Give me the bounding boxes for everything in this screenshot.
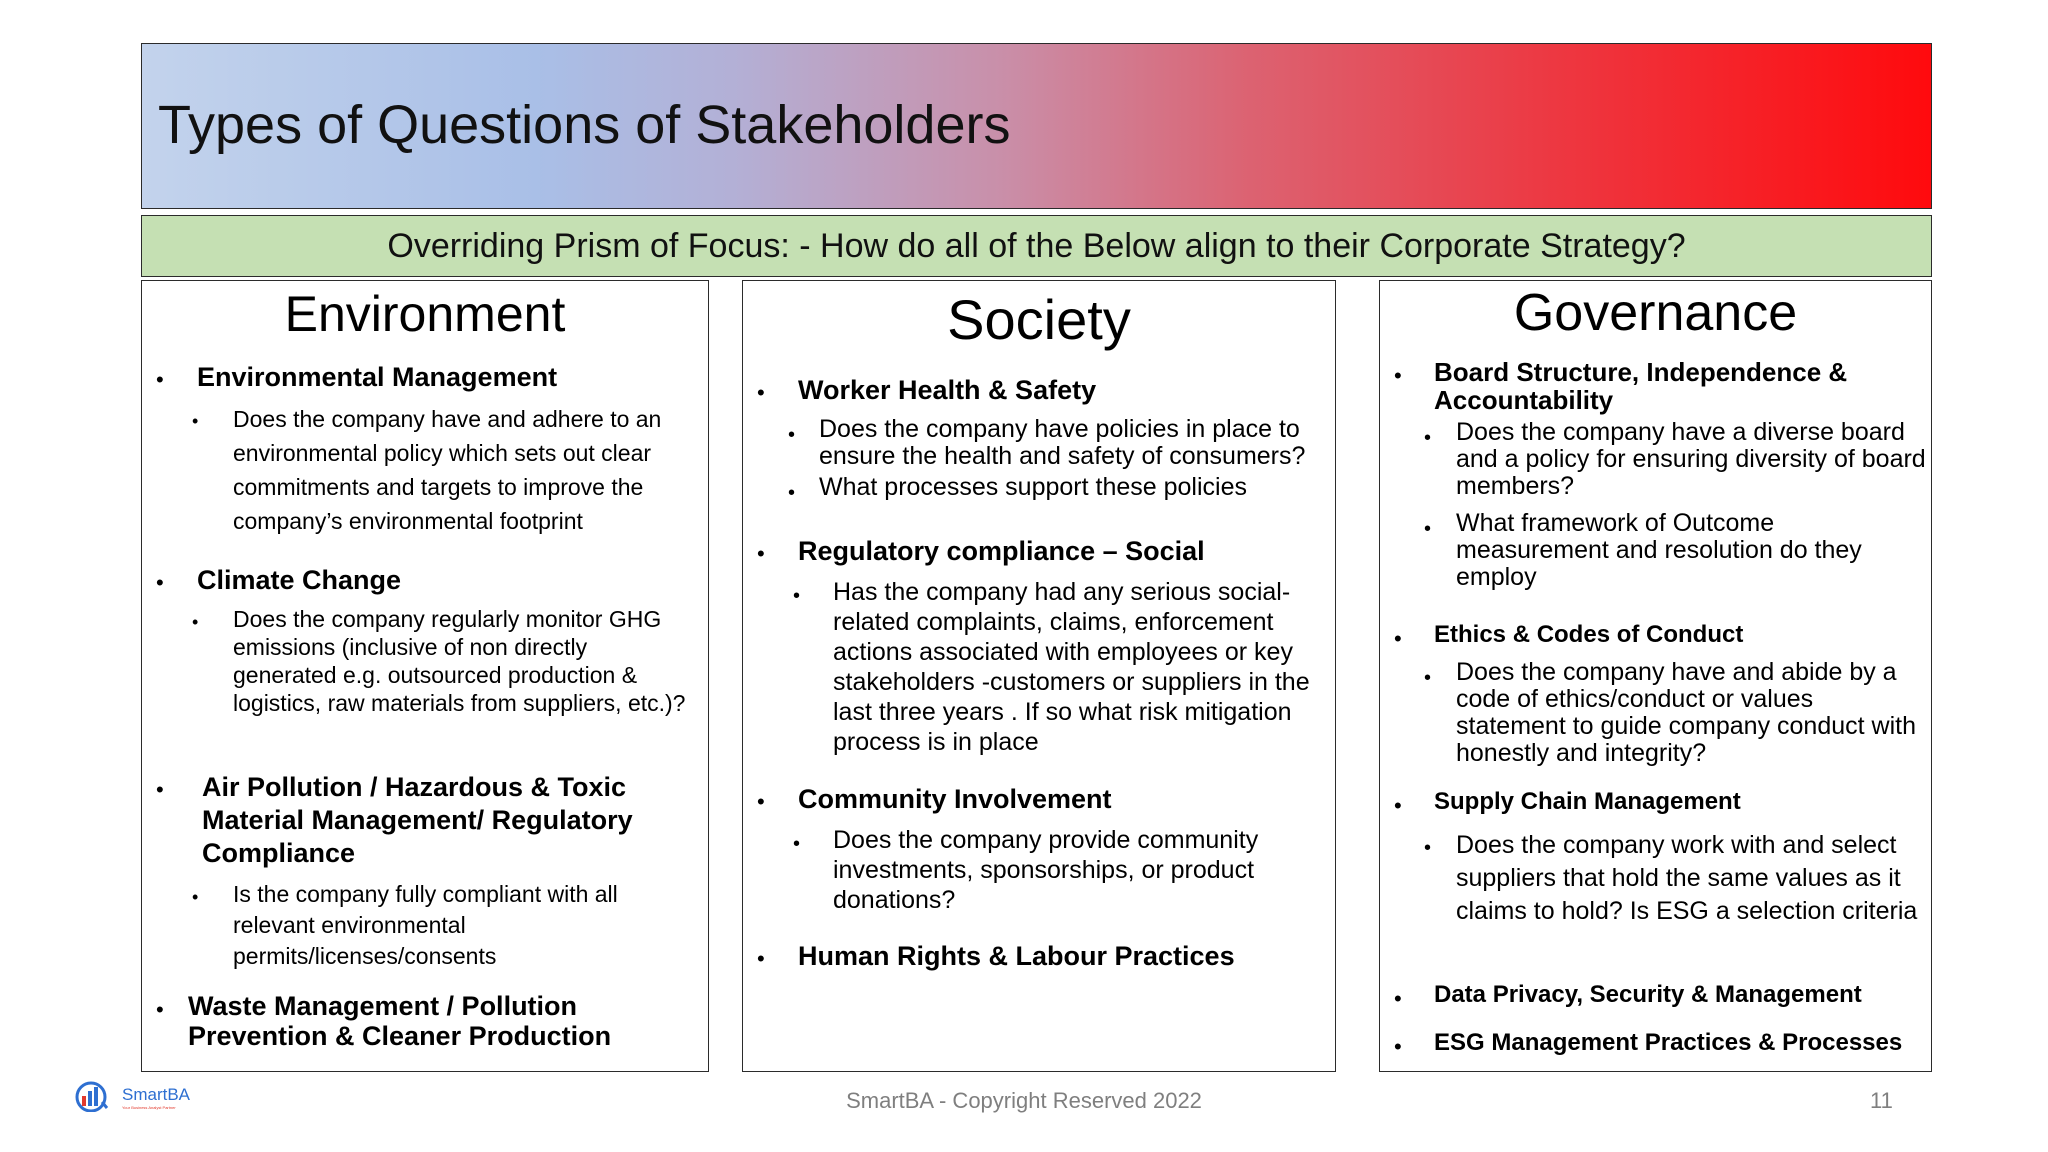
bullet-icon: • <box>757 541 765 566</box>
gov-question-outcome-framework: What framework of Outcome measurement and resolution do they employ <box>1456 509 1862 591</box>
gov-question-code-of-ethics: Does the company have and abide by a code of ethics/conduct or values statement to guide company conduct with honestly and integrity? <box>1456 658 1916 767</box>
environment-title: Environment <box>284 286 566 342</box>
env-heading-climate-change: Climate Change <box>197 565 402 595</box>
bullet-icon: • <box>757 789 765 814</box>
gov-question-suppliers: Does the company work with and select suppliers that hold the same values as it claims to hold? Is ESG a selection criteria <box>1456 831 1918 925</box>
soc-heading-human-rights: Human Rights & Labour Practices <box>798 941 1235 971</box>
soc-question-complaints: Has the company had any serious social-related complaints, claims, enforcement actions associated with employees or key stakeholders -customers or suppliers in the last three years . If so what risk mitigation process is in place <box>833 578 1310 756</box>
bullet-icon: • <box>1394 626 1402 651</box>
gov-heading-ethics: Ethics & Codes of Conduct <box>1434 621 1744 648</box>
env-heading-air-pollution: Air Pollution / Hazardous & Toxic Material Management/ Regulatory Compliance <box>202 772 633 868</box>
bullet-icon: • <box>1394 986 1402 1011</box>
soc-heading-worker-health: Worker Health & Safety <box>798 375 1097 405</box>
bullet-icon: • <box>788 482 796 504</box>
bullet-icon: • <box>1424 837 1432 859</box>
env-heading-environmental-management: Environmental Management <box>197 362 558 392</box>
slide-title: Types of Questions of Stakeholders <box>158 95 1011 155</box>
env-question-permits: Is the company fully compliant with all relevant environmental permits/licenses/consents <box>233 881 618 969</box>
bullet-icon: • <box>156 777 164 802</box>
env-question-ghg: Does the company regularly monitor GHG emissions (inclusive of non directly generated e.g. outsourced production & logistics, raw materials from suppliers, etc.)? <box>233 606 686 716</box>
soc-question-health-safety: Does the company have policies in place to ensure the health and safety of consumers? <box>819 415 1306 470</box>
soc-heading-regulatory-compliance: Regulatory compliance – Social <box>798 536 1205 566</box>
bullet-icon: • <box>757 946 765 971</box>
bullet-icon: • <box>1394 363 1402 388</box>
focus-banner: Overriding Prism of Focus: - How do all of the Below align to their Corporate Strategy? <box>141 215 1932 277</box>
gov-heading-esg-practices: ESG Management Practices & Processes <box>1434 1029 1903 1056</box>
bullet-icon: • <box>192 612 199 632</box>
society-column <box>742 280 1336 1072</box>
soc-heading-community-involvement: Community Involvement <box>798 784 1112 814</box>
bullet-icon: • <box>788 424 796 446</box>
bullet-icon: • <box>1424 518 1432 540</box>
env-heading-waste-management: Waste Management / Pollution Prevention & Cleaner Production <box>188 991 612 1051</box>
environment-column <box>141 280 709 1072</box>
bullet-icon: • <box>156 367 164 392</box>
bullet-icon: • <box>793 833 801 855</box>
bullet-icon: • <box>793 585 801 607</box>
gov-heading-data-privacy: Data Privacy, Security & Management <box>1434 981 1862 1008</box>
gov-heading-board-structure: Board Structure, Independence & Accountability <box>1434 357 1848 415</box>
bullet-icon: • <box>1424 667 1432 689</box>
footer-copyright: SmartBA - Copyright Reserved 2022 <box>846 1088 1202 1113</box>
bullet-icon: • <box>156 997 164 1022</box>
governance-column <box>1379 280 1932 1072</box>
logo-tagline: Your Business Analyst Partner <box>122 1105 176 1110</box>
bullet-icon: • <box>1424 427 1432 449</box>
society-title: Society <box>947 288 1131 351</box>
governance-title: Governance <box>1513 284 1798 342</box>
title-banner <box>141 43 1932 209</box>
env-question-policy: Does the company have and adhere to an environmental policy which sets out clear commitments and targets to improve the company’s environmental footprint <box>233 406 662 534</box>
gov-question-diverse-board: Does the company have a diverse board and a policy for ensuring diversity of board members? <box>1456 418 1926 500</box>
soc-question-community: Does the company provide community investments, sponsorships, or product donations? <box>833 826 1259 914</box>
bullet-icon: • <box>192 887 199 907</box>
bullet-icon: • <box>156 570 164 595</box>
soc-question-processes: What processes support these policies <box>819 473 1247 501</box>
gov-heading-supply-chain: Supply Chain Management <box>1434 788 1741 815</box>
bullet-icon: • <box>192 411 199 431</box>
page-number: 11 <box>1870 1088 1893 1113</box>
bullet-icon: • <box>757 380 765 405</box>
logo-text: SmartBA <box>122 1085 191 1104</box>
bullet-icon: • <box>1394 793 1402 818</box>
bullet-icon: • <box>1394 1034 1402 1059</box>
